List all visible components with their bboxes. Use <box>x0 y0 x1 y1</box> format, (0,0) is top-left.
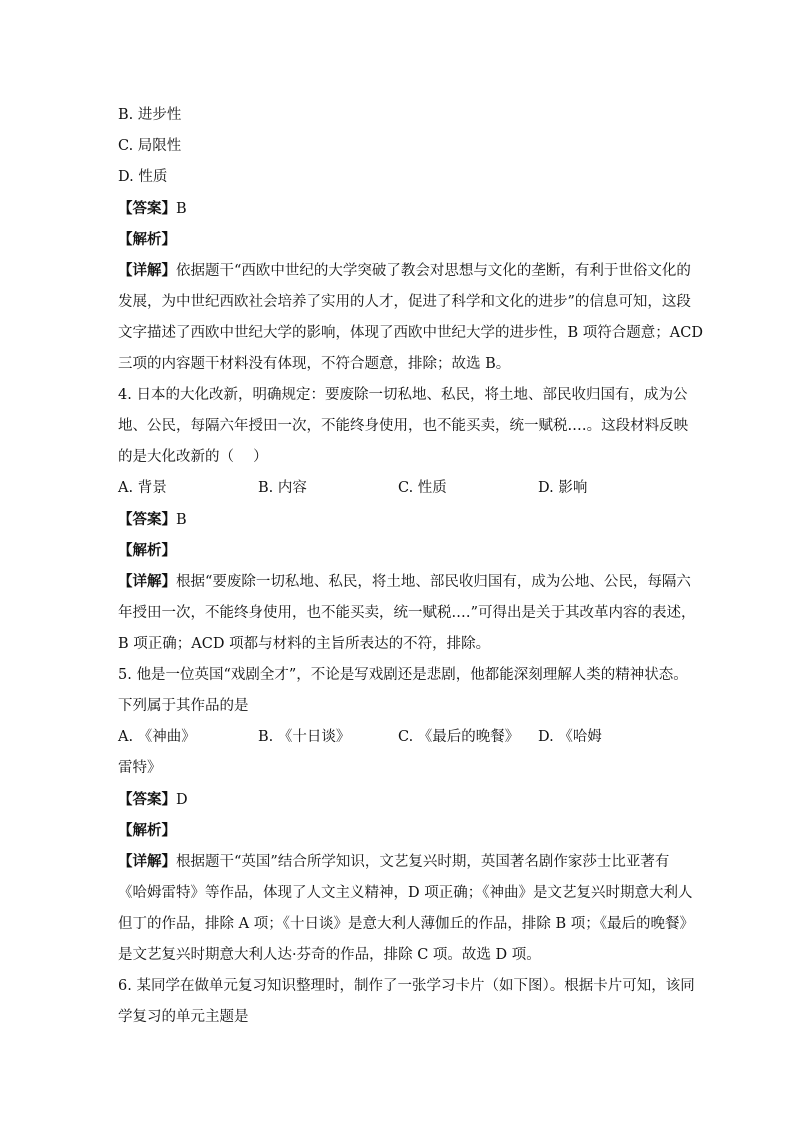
answer-value: B <box>176 512 187 528</box>
document-content <box>118 100 703 1033</box>
q3-option-b: B. 进步性 <box>118 107 182 123</box>
q5-analysis-heading: 【解析】 <box>118 822 176 839</box>
q4-options <box>118 473 678 504</box>
detail-tag: 【详解】 <box>118 262 176 279</box>
q5-option-b: B. 《十日谈》 <box>258 729 351 745</box>
q4-option-a: A. 背景 <box>118 480 167 496</box>
stem-line: 6. 某同学在做单元复习知识整理时，制作了一张学习卡片（如下图）。根据卡片可知，该同 <box>118 978 695 994</box>
q5-answer <box>118 784 678 815</box>
detail-line: 发展，为中世纪西欧社会培养了实用的人才，促进了科学和文化的进步”的信息可知，这段 <box>118 294 691 310</box>
detail-line: 《哈姆雷特》等作品，体现了人文主义精神，D 项正确；《神曲》是文艺复兴时期意大利人 <box>118 885 693 901</box>
detail-line: B 项正确；ACD 项都与材料的主旨所表达的不符，排除。 <box>118 636 491 652</box>
detail-line: 【详解】根据“要废除一切私地、私民，将土地、部民收归国有，成为公地、公民，每隔六 <box>118 573 691 590</box>
q5-option-c: C. 《最后的晚餐》 <box>398 729 520 745</box>
detail-line: 【详解】根据题干“英国”结合所学知识，文艺复兴时期，英国著名剧作家莎士比亚著有 <box>118 853 670 870</box>
detail-tag: 【详解】 <box>118 853 176 870</box>
q3-answer <box>118 193 678 224</box>
stem-line: 地、公民，每隔六年授田一次，不能终身使用，也不能买卖，统一赋税.…。这段材料反映 <box>118 418 689 434</box>
q5-option-a: A. 《神曲》 <box>118 729 196 745</box>
detail-line: 文字描述了西欧中世纪大学的影响，体现了西欧中世纪大学的进步性，B 项符合题意；ACD <box>118 325 703 341</box>
stem-line: 的是大化改新的（ ） <box>118 449 268 465</box>
stem-line: 4. 日本的大化改新，明确规定：要废除一切私地、私民，将土地、部民收归国有，成为公 <box>118 387 688 403</box>
detail-line: 是文艺复兴时期意大利人达·芬奇的作品，排除 C 项。故选 D 项。 <box>118 947 541 963</box>
answer-tag: 【答案】 <box>118 511 176 528</box>
q4-analysis-heading: 【解析】 <box>118 542 176 559</box>
answer-value: D <box>176 792 188 808</box>
answer-tag: 【答案】 <box>118 200 176 217</box>
detail-line: 但丁的作品，排除 A 项；《十日谈》是意大利人薄伽丘的作品，排除 B 项；《最后的晚餐》 <box>118 916 695 932</box>
detail-line: 三项的内容题干材料没有体现，不符合题意，排除；故选 B。 <box>118 356 511 372</box>
q4-stem <box>118 380 689 473</box>
q3-analysis-heading: 【解析】 <box>118 231 176 248</box>
q4-detail <box>118 566 696 660</box>
q6-stem <box>118 971 695 1033</box>
answer-value: B <box>176 201 187 217</box>
q5-stem <box>118 660 688 722</box>
q5-options <box>118 722 678 753</box>
stem-line: 5. 他是一位英国“戏剧全才”，不论是写戏剧还是悲剧，他都能深刻理解人类的精神状态。 <box>118 667 688 683</box>
answer-tag: 【答案】 <box>118 791 176 808</box>
q4-answer <box>118 504 678 535</box>
q3-option-c: C. 局限性 <box>118 138 182 154</box>
stem-line: 下列属于其作品的是 <box>118 698 249 714</box>
detail-line: 年授田一次，不能终身使用，也不能买卖，统一赋税.…”可得出是关于其改革内容的表述， <box>118 605 696 621</box>
q5-detail <box>118 846 695 971</box>
detail-tag: 【详解】 <box>118 573 176 590</box>
q4-option-d: D. 影响 <box>538 480 588 496</box>
q5-option-d: D. 《哈姆 <box>538 729 602 745</box>
stem-line: 学复习的单元主题是 <box>118 1009 249 1025</box>
q5-option-d-continued: 雷特》 <box>118 760 162 776</box>
detail-line: 【详解】依据题干“西欧中世纪的大学突破了教会对思想与文化的垄断，有利于世俗文化的 <box>118 262 691 279</box>
q4-option-c: C. 性质 <box>398 480 447 496</box>
q3-option-d: D. 性质 <box>118 169 168 185</box>
q4-option-b: B. 内容 <box>258 480 307 496</box>
q3-detail <box>118 255 703 380</box>
